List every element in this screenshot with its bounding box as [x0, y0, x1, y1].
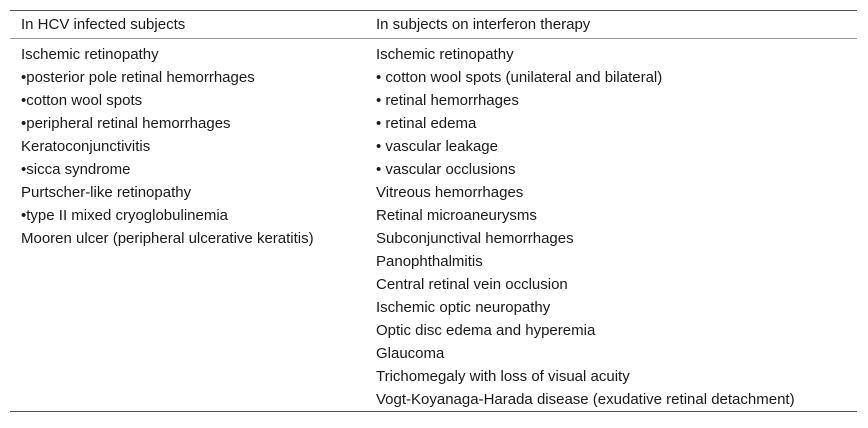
- table-body-row: [10, 39, 857, 411]
- list-item: • retinal edema: [376, 115, 477, 132]
- list-item: • vascular occlusions: [376, 161, 516, 178]
- list-item: Optic disc edema and hyperemia: [376, 322, 596, 339]
- table-bottom-rule: [10, 411, 857, 412]
- column-hcv-infected: [10, 43, 365, 411]
- list-item: Purtscher-like retinopathy: [21, 184, 192, 201]
- list-item: •peripheral retinal hemorrhages: [21, 115, 231, 132]
- list-item: Central retinal vein occlusion: [376, 276, 568, 293]
- table-header-row: [10, 11, 857, 38]
- header-interferon-therapy: In subjects on interferon therapy: [376, 16, 591, 33]
- list-item: Glaucoma: [376, 345, 445, 362]
- list-item: Mooren ulcer (peripheral ulcerative keratitis): [21, 230, 314, 247]
- list-item: •cotton wool spots: [21, 92, 143, 109]
- list-item: •type II mixed cryoglobulinemia: [21, 207, 229, 224]
- list-item: •posterior pole retinal hemorrhages: [21, 69, 255, 86]
- list-item: Subconjunctival hemorrhages: [376, 230, 574, 247]
- list-item: Vogt-Koyanaga-Harada disease (exudative retinal detachment): [376, 391, 795, 408]
- list-item: Keratoconjunctivitis: [21, 138, 151, 155]
- list-item: Vitreous hemorrhages: [376, 184, 524, 201]
- list-item: Ischemic retinopathy: [21, 46, 159, 63]
- list-item: • cotton wool spots (unilateral and bilateral): [376, 69, 663, 86]
- list-item: Trichomegaly with loss of visual acuity: [376, 368, 630, 385]
- list-item: •sicca syndrome: [21, 161, 131, 178]
- list-item: Ischemic optic neuropathy: [376, 299, 551, 316]
- list-item: Panophthalmitis: [376, 253, 483, 270]
- list-item: Ischemic retinopathy: [376, 46, 514, 63]
- list-item: • vascular leakage: [376, 138, 498, 155]
- column-interferon-therapy: [365, 43, 857, 411]
- findings-table: [10, 10, 857, 412]
- list-item: Retinal microaneurysms: [376, 207, 537, 224]
- list-item: • retinal hemorrhages: [376, 92, 519, 109]
- header-hcv-infected: In HCV infected subjects: [21, 16, 186, 33]
